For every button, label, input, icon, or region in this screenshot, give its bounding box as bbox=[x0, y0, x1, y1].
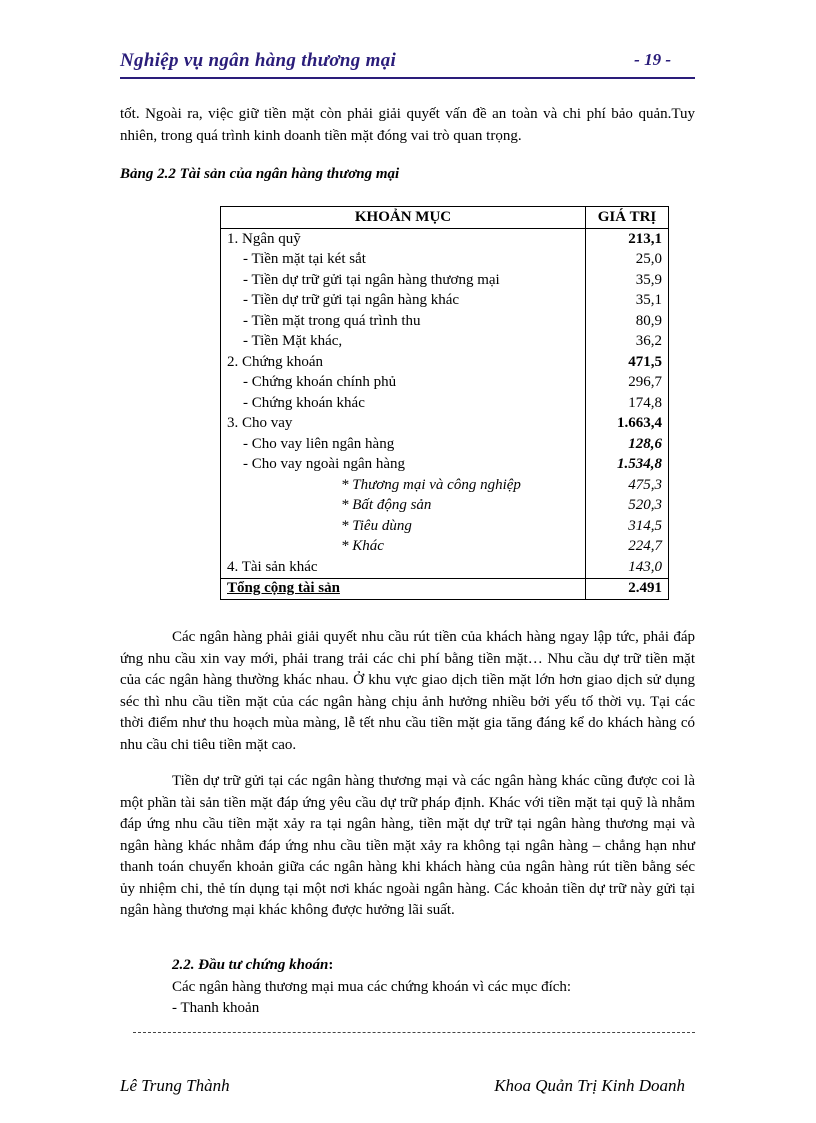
row-item: - Tiền dự trữ gửi tại ngân hàng khác bbox=[221, 291, 586, 312]
row-value: 36,2 bbox=[586, 332, 669, 353]
row-value: 35,1 bbox=[586, 291, 669, 312]
row-value: 314,5 bbox=[586, 516, 669, 537]
row-item: * Thương mại và công nghiệp bbox=[221, 475, 586, 496]
row-item: - Chứng khoán chính phủ bbox=[221, 373, 586, 394]
header-title: Nghiệp vụ ngân hàng thương mại bbox=[120, 50, 397, 71]
row-value: 128,6 bbox=[586, 434, 669, 455]
row-value: 25,0 bbox=[586, 250, 669, 271]
table-row bbox=[221, 250, 669, 271]
row-item: * Khác bbox=[221, 537, 586, 558]
row-value: 174,8 bbox=[586, 393, 669, 414]
header-divider bbox=[120, 77, 695, 79]
column-header-value: GIÁ TRỊ bbox=[586, 207, 669, 229]
row-value: 296,7 bbox=[586, 373, 669, 394]
row-value: 471,5 bbox=[586, 352, 669, 373]
row-item: 4. Tài sản khác bbox=[221, 557, 586, 578]
row-item: - Tiền Mặt khác, bbox=[221, 332, 586, 353]
footer-faculty: Khoa Quản Trị Kinh Doanh bbox=[494, 1076, 685, 1095]
row-value: 1.534,8 bbox=[586, 455, 669, 476]
table-row bbox=[221, 291, 669, 312]
row-value: 143,0 bbox=[586, 557, 669, 578]
total-label: Tổng cộng tài sản bbox=[221, 578, 586, 600]
table-row bbox=[221, 352, 669, 373]
paragraph-1: tốt. Ngoài ra, việc giữ tiền mặt còn phải giải quyết vấn đề an toàn và chi phí bảo quản.Tuy nhiên, trong quá trình kinh doanh tiền mặt đóng vai trò quan trọng. bbox=[120, 106, 695, 144]
table-row bbox=[221, 455, 669, 476]
table-row bbox=[221, 393, 669, 414]
section-heading bbox=[172, 957, 333, 974]
section-heading-text: 2.2. Đầu tư chứng khoán bbox=[172, 957, 329, 973]
row-value: 80,9 bbox=[586, 311, 669, 332]
row-item: 2. Chứng khoán bbox=[221, 352, 586, 373]
paragraph-2: Các ngân hàng phải giải quyết nhu cầu rút tiền của khách hàng ngay lập tức, phải đáp ứng nhu cầu xin vay mới, phải trang trải các chi phí bằng tiền mặt… Nhu cầu dự trữ tiền mặt của các ngân hàng thường khác nhau. Ở khu vực giao dịch tiền mặt lớn hơn giao dịch sử dụng séc thì nhu cầu tiền mặt của các ngân hàng chịu ảnh hưởng nhiều bởi yếu tố thời vụ. Tại các thời điểm như thu hoạch mùa màng, lễ tết nhu cầu tiền mặt gia tăng đáng kể do khách hàng có nhu cầu chi tiêu tiền mặt cao. bbox=[120, 629, 695, 753]
row-item: - Tiền mặt trong quá trình thu bbox=[221, 311, 586, 332]
row-item: * Bất động sản bbox=[221, 496, 586, 517]
row-item: - Cho vay liên ngân hàng bbox=[221, 434, 586, 455]
table-row bbox=[221, 537, 669, 558]
table-row bbox=[221, 332, 669, 353]
table-header-row bbox=[221, 207, 669, 229]
column-header-item: KHOẢN MỤC bbox=[221, 207, 586, 229]
table-row bbox=[221, 557, 669, 578]
page-number: - 19 - bbox=[634, 50, 671, 69]
footer-divider bbox=[133, 1032, 695, 1033]
table-caption: Bảng 2.2 Tài sản của ngân hàng thương mại bbox=[120, 166, 400, 182]
paragraph-3: Tiền dự trữ gửi tại các ngân hàng thương mại và các ngân hàng khác cũng được coi là một phần tài sản tiền mặt đáp ứng yêu cầu dự trữ pháp định. Khác với tiền mặt tại quỹ là nhằm đáp ứng nhu cầu tiền mặt xảy ra tại ngân hàng, tiền mặt dự trữ tại ngân hàng thương mại và ngân hàng khác nhằm đáp ứng nhu cầu tiền mặt xảy ra không tại ngân hàng – chẳng hạn như thanh toán chuyển khoản giữa các ngân hàng khi khách hàng của ngân hàng rút tiền bằng séc ủy nhiệm chi, thẻ tín dụng tại một nơi khác ngoài ngân hàng. Các khoản tiền dự trữ này gửi tại ngân hàng thương mại khác không được hưởng lãi suất. bbox=[120, 773, 695, 918]
table-row bbox=[221, 373, 669, 394]
row-item: - Tiền mặt tại két sắt bbox=[221, 250, 586, 271]
row-item: - Tiền dự trữ gửi tại ngân hàng thương mại bbox=[221, 270, 586, 291]
row-value: 520,3 bbox=[586, 496, 669, 517]
total-value: 2.491 bbox=[586, 578, 669, 600]
table-row bbox=[221, 496, 669, 517]
row-item: 1. Ngân quỹ bbox=[221, 229, 586, 250]
row-item: * Tiêu dùng bbox=[221, 516, 586, 537]
table-total-row bbox=[221, 578, 669, 600]
table-row bbox=[221, 270, 669, 291]
section-intro: Các ngân hàng thương mại mua các chứng khoán vì các mục đích: bbox=[172, 979, 572, 995]
row-value: 35,9 bbox=[586, 270, 669, 291]
footer-author: Lê Trung Thành bbox=[120, 1076, 230, 1095]
section-heading-colon: : bbox=[328, 957, 334, 973]
row-item: - Cho vay ngoài ngân hàng bbox=[221, 455, 586, 476]
assets-table bbox=[220, 206, 669, 600]
row-value: 1.663,4 bbox=[586, 414, 669, 435]
table-row bbox=[221, 229, 669, 250]
table-row bbox=[221, 516, 669, 537]
row-value: 475,3 bbox=[586, 475, 669, 496]
row-value: 213,1 bbox=[586, 229, 669, 250]
list-item: - Thanh khoản bbox=[172, 1000, 260, 1016]
table-row bbox=[221, 414, 669, 435]
table-row bbox=[221, 434, 669, 455]
row-value: 224,7 bbox=[586, 537, 669, 558]
row-item: - Chứng khoán khác bbox=[221, 393, 586, 414]
table-row bbox=[221, 311, 669, 332]
table-row bbox=[221, 475, 669, 496]
row-item: 3. Cho vay bbox=[221, 414, 586, 435]
